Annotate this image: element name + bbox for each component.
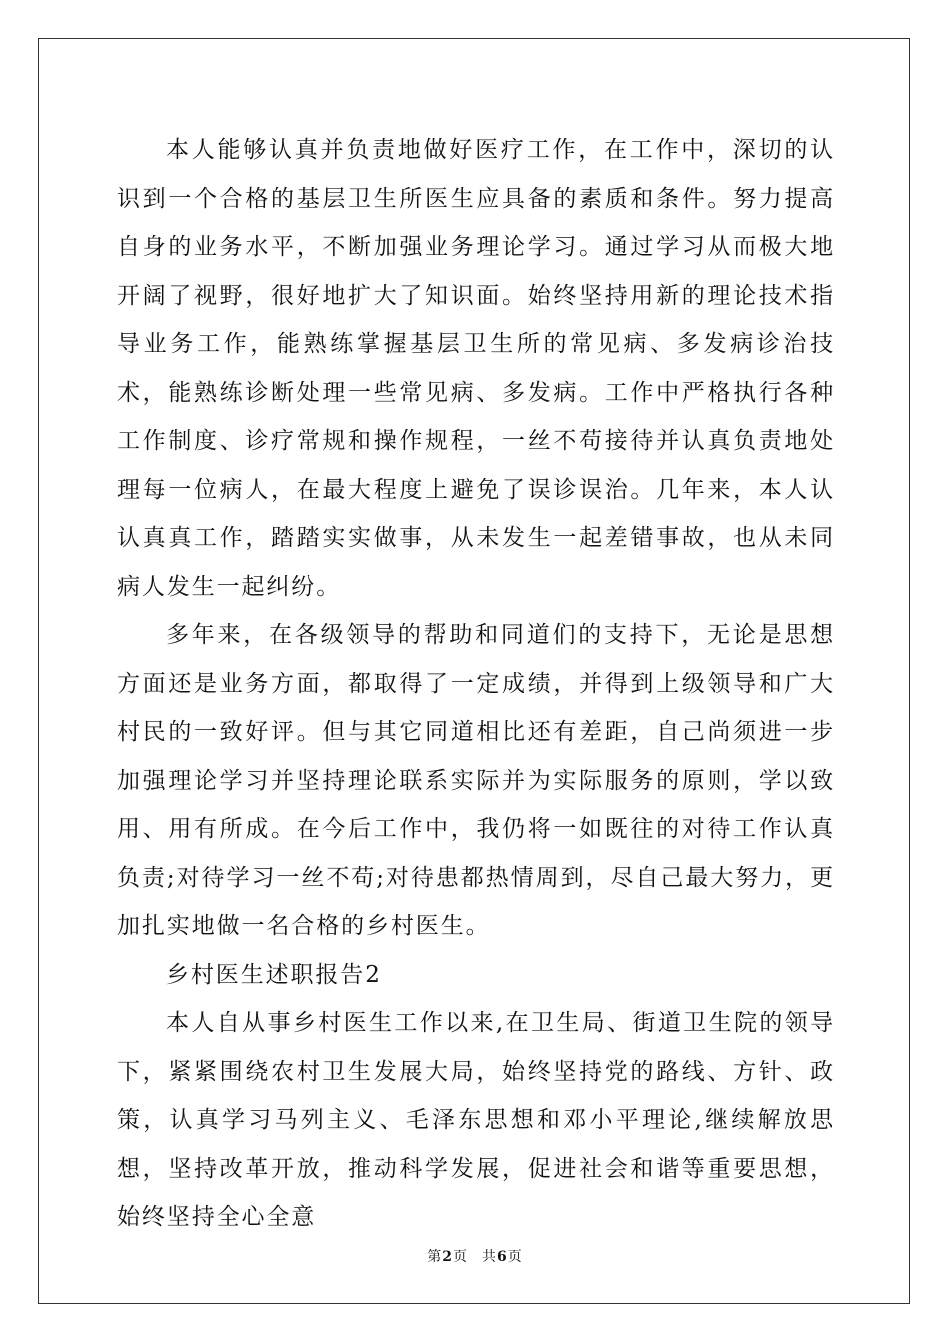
page-footer — [0, 1246, 950, 1266]
total-prefix: 共 — [482, 1249, 497, 1265]
paragraph-3: 本人自从事乡村医生工作以来,在卫生局、街道卫生院的领导下，紧紧围绕农村卫生发展大局，始终坚持党的路线、方针、政策，认真学习马列主义、毛泽东思想和邓小平理论,继续解放思想，坚持改革开放，推动科学发展，促进社会和谐等重要思想，始终坚持全心全意 — [117, 1010, 835, 1230]
page-number: 2 — [442, 1249, 453, 1265]
document-body — [117, 126, 835, 1242]
paragraph-2: 多年来，在各级领导的帮助和同道们的支持下，无论是思想方面还是业务方面，都取得了一定成绩，并得到上级领导和广大村民的一致好评。但与其它同道相比还有差距，自己尚须进一步加强理论学习并坚持理论联系实际并为实际服务的原则，学以致用、用有所成。在今后工作中，我仍将一如既往的对待工作认真负责;对待学习一丝不苟;对待患都热情周到，尽自己最大努力，更加扎实地做一名合格的乡村医生。 — [117, 622, 835, 939]
total-pages: 6 — [497, 1249, 508, 1265]
paragraph-1: 本人能够认真并负责地做好医疗工作，在工作中，深切的认识到一个合格的基层卫生所医生应具备的素质和条件。努力提高自身的业务水平，不断加强业务理论学习。通过学习从而极大地开阔了视野，很好地扩大了知识面。始终坚持用新的理论技术指导业务工作，能熟练掌握基层卫生所的常见病、多发病诊治技术，能熟练诊断处理一些常见病、多发病。工作中严格执行各种工作制度、诊疗常规和操作规程，一丝不苟接待并认真负责地处理每一位病人，在最大程度上避免了误诊误治。几年来，本人认认真真工作，踏踏实实做事，从未发生一起差错事故，也从未同病人发生一起纠纷。 — [117, 137, 835, 600]
page-prefix: 第 — [427, 1249, 443, 1265]
section-heading: 乡村医生述职报告2 — [166, 961, 382, 988]
page-suffix: 页 — [453, 1249, 468, 1265]
total-suffix: 页 — [507, 1249, 523, 1265]
